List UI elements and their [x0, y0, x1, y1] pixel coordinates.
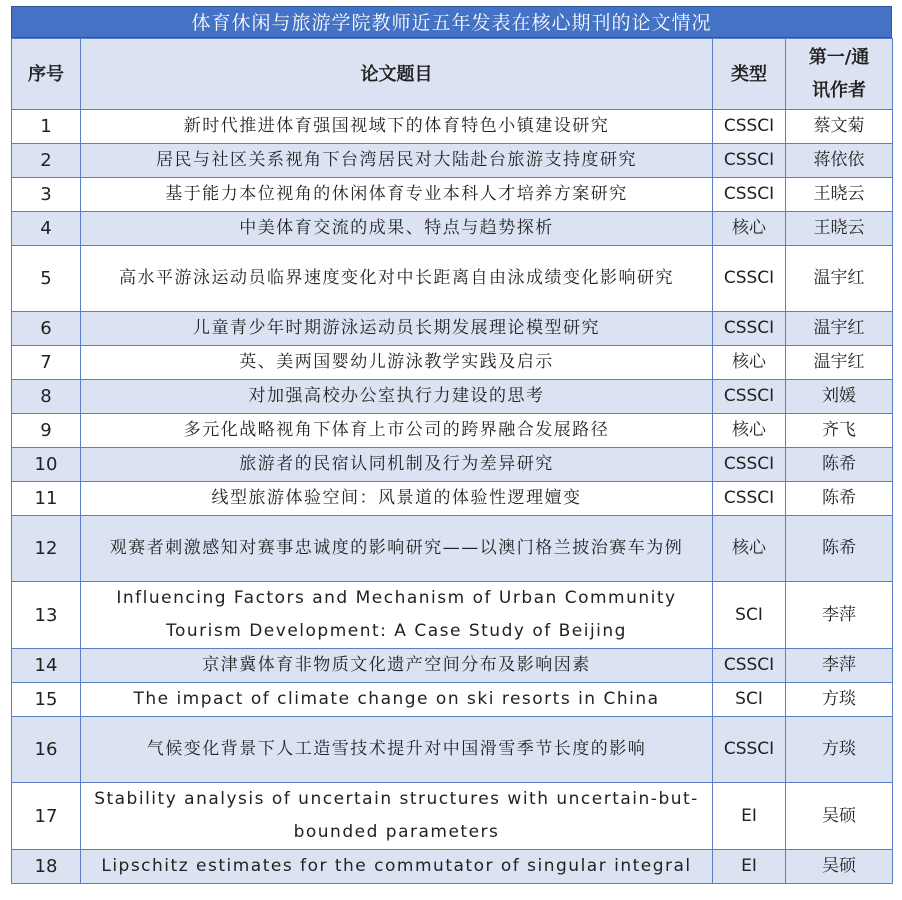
- row-number: 9: [12, 414, 81, 448]
- paper-author: 李萍: [786, 649, 893, 683]
- table-row: [12, 717, 893, 783]
- paper-title: 旅游者的民宿认同机制及行为差异研究: [81, 448, 713, 482]
- papers-table: [11, 38, 893, 884]
- paper-title: 英、美两国婴幼儿游泳教学实践及启示: [81, 346, 713, 380]
- paper-author: 王晓云: [786, 178, 893, 212]
- paper-type: CSSCI: [713, 178, 786, 212]
- row-number: 8: [12, 380, 81, 414]
- paper-title: Lipschitz estimates for the commutator of singular integral: [81, 850, 713, 884]
- table-row: [12, 178, 893, 212]
- paper-title: 对加强高校办公室执行力建设的思考: [81, 380, 713, 414]
- paper-title: 高水平游泳运动员临界速度变化对中长距离自由泳成绩变化影响研究: [81, 246, 713, 312]
- paper-author: 方琰: [786, 717, 893, 783]
- table-row: [12, 246, 893, 312]
- header-type: 类型: [713, 39, 786, 110]
- paper-type: SCI: [713, 683, 786, 717]
- row-number: 13: [12, 582, 81, 649]
- paper-type: 核心: [713, 414, 786, 448]
- paper-type: CSSCI: [713, 246, 786, 312]
- paper-title: 观赛者刺激感知对赛事忠诚度的影响研究——以澳门格兰披治赛车为例: [81, 516, 713, 582]
- row-number: 2: [12, 144, 81, 178]
- paper-title: 线型旅游体验空间：风景道的体验性逻理嬗变: [81, 482, 713, 516]
- paper-type: 核心: [713, 212, 786, 246]
- paper-author: 陈希: [786, 448, 893, 482]
- table-row: [12, 110, 893, 144]
- row-number: 3: [12, 178, 81, 212]
- paper-title: 居民与社区关系视角下台湾居民对大陆赴台旅游支持度研究: [81, 144, 713, 178]
- paper-type: 核心: [713, 346, 786, 380]
- table-row: [12, 212, 893, 246]
- header-title: 论文题目: [81, 39, 713, 110]
- paper-title: 多元化战略视角下体育上市公司的跨界融合发展路径: [81, 414, 713, 448]
- paper-type: EI: [713, 850, 786, 884]
- table-row: [12, 683, 893, 717]
- paper-author: 方琰: [786, 683, 893, 717]
- paper-type: EI: [713, 783, 786, 850]
- papers-table-container: [11, 6, 892, 884]
- paper-author: 陈希: [786, 482, 893, 516]
- paper-author: 温宇红: [786, 346, 893, 380]
- paper-author: 王晓云: [786, 212, 893, 246]
- paper-type: 核心: [713, 516, 786, 582]
- paper-type: CSSCI: [713, 312, 786, 346]
- table-row: [12, 312, 893, 346]
- paper-title: Stability analysis of uncertain structures with uncertain-but-bounded parameters: [81, 783, 713, 850]
- paper-type: CSSCI: [713, 380, 786, 414]
- paper-title: Influencing Factors and Mechanism of Urban Community Tourism Development: A Case Study of Beijing: [81, 582, 713, 649]
- row-number: 11: [12, 482, 81, 516]
- paper-author: 刘媛: [786, 380, 893, 414]
- paper-title: 京津冀体育非物质文化遗产空间分布及影响因素: [81, 649, 713, 683]
- table-header-row: [12, 39, 893, 110]
- row-number: 12: [12, 516, 81, 582]
- paper-author: 陈希: [786, 516, 893, 582]
- paper-author: 李萍: [786, 582, 893, 649]
- paper-author: 蔡文菊: [786, 110, 893, 144]
- paper-type: CSSCI: [713, 649, 786, 683]
- row-number: 4: [12, 212, 81, 246]
- paper-title: 新时代推进体育强国视域下的体育特色小镇建设研究: [81, 110, 713, 144]
- paper-author: 温宇红: [786, 312, 893, 346]
- row-number: 14: [12, 649, 81, 683]
- paper-type: CSSCI: [713, 110, 786, 144]
- paper-author: 蒋依依: [786, 144, 893, 178]
- header-author-line1: 第一/通: [808, 47, 870, 68]
- paper-title: 儿童青少年时期游泳运动员长期发展理论模型研究: [81, 312, 713, 346]
- row-number: 15: [12, 683, 81, 717]
- paper-type: SCI: [713, 582, 786, 649]
- paper-author: 吴硕: [786, 850, 893, 884]
- row-number: 7: [12, 346, 81, 380]
- paper-author: 温宇红: [786, 246, 893, 312]
- paper-type: CSSCI: [713, 482, 786, 516]
- table-row: [12, 414, 893, 448]
- paper-title: 气候变化背景下人工造雪技术提升对中国滑雪季节长度的影响: [81, 717, 713, 783]
- row-number: 17: [12, 783, 81, 850]
- header-author: [786, 39, 893, 110]
- row-number: 1: [12, 110, 81, 144]
- paper-type: CSSCI: [713, 448, 786, 482]
- row-number: 18: [12, 850, 81, 884]
- row-number: 10: [12, 448, 81, 482]
- paper-type: CSSCI: [713, 717, 786, 783]
- header-index: 序号: [12, 39, 81, 110]
- table-title: 体育休闲与旅游学院教师近五年发表在核心期刊的论文情况: [11, 6, 892, 38]
- table-row: [12, 850, 893, 884]
- paper-author: 吴硕: [786, 783, 893, 850]
- paper-author: 齐飞: [786, 414, 893, 448]
- table-row: [12, 380, 893, 414]
- paper-title: The impact of climate change on ski resorts in China: [81, 683, 713, 717]
- table-row: [12, 582, 893, 649]
- table-row: [12, 516, 893, 582]
- paper-title: 中美体育交流的成果、特点与趋势探析: [81, 212, 713, 246]
- table-row: [12, 448, 893, 482]
- table-row: [12, 482, 893, 516]
- table-row: [12, 783, 893, 850]
- row-number: 6: [12, 312, 81, 346]
- paper-title: 基于能力本位视角的休闲体育专业本科人才培养方案研究: [81, 178, 713, 212]
- paper-type: CSSCI: [713, 144, 786, 178]
- table-row: [12, 346, 893, 380]
- header-author-line2: 讯作者: [812, 80, 866, 101]
- row-number: 5: [12, 246, 81, 312]
- row-number: 16: [12, 717, 81, 783]
- table-row: [12, 649, 893, 683]
- table-row: [12, 144, 893, 178]
